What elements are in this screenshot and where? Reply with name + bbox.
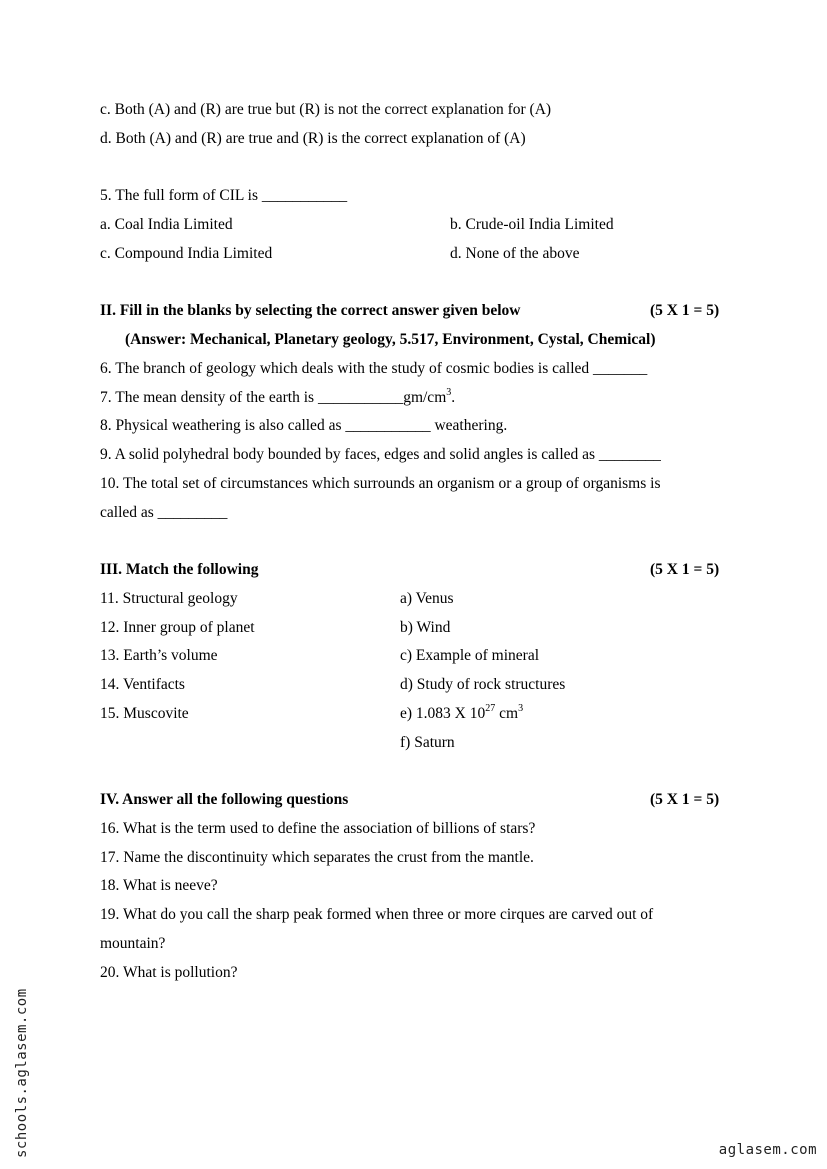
question-10-line1: 10. The total set of circumstances which surrounds an organism or a group of organisms is bbox=[100, 475, 661, 492]
question-5: 5. The full form of CIL is ___________ bbox=[100, 187, 348, 204]
section-4-marks: (5 X 1 = 5) bbox=[650, 791, 720, 808]
question-19-line1: 19. What do you call the sharp peak formed when three or more cirques are carved out of bbox=[100, 906, 654, 923]
match-left-item: 13. Earth’s volume bbox=[100, 647, 218, 664]
q5-option-c: c. Compound India Limited bbox=[100, 245, 273, 262]
q5-option-d: d. None of the above bbox=[450, 245, 580, 262]
section-3-marks: (5 X 1 = 5) bbox=[650, 561, 720, 578]
match-right-item: c) Example of mineral bbox=[400, 647, 540, 664]
match-left-item: 12. Inner group of planet bbox=[100, 619, 255, 636]
option-c: c. Both (A) and (R) are true but (R) is not the correct explanation for (A) bbox=[100, 101, 552, 118]
match-left-item: 15. Muscovite bbox=[100, 705, 189, 722]
section-4-heading: IV. Answer all the following questions bbox=[100, 791, 349, 808]
section-2-marks: (5 X 1 = 5) bbox=[650, 302, 720, 319]
question-17: 17. Name the discontinuity which separates the crust from the mantle. bbox=[100, 849, 534, 866]
option-d: d. Both (A) and (R) are true and (R) is the correct explanation of (A) bbox=[100, 130, 526, 147]
section-2-answer-key: (Answer: Mechanical, Planetary geology, 5.517, Environment, Cystal, Chemical) bbox=[125, 331, 656, 348]
question-6: 6. The branch of geology which deals with the study of cosmic bodies is called _______ bbox=[100, 360, 648, 377]
match-right-item: a) Venus bbox=[400, 590, 454, 607]
q5-option-b: b. Crude-oil India Limited bbox=[450, 216, 614, 233]
match-left-item: 14. Ventifacts bbox=[100, 676, 185, 693]
question-19-line2: mountain? bbox=[100, 935, 166, 952]
footer-watermark: aglasem.com bbox=[718, 1142, 817, 1158]
match-right-item: e) 1.083 X $10^{27}$ $cm^3$ bbox=[400, 702, 524, 722]
match-left-item: 11. Structural geology bbox=[100, 590, 238, 607]
section-3-heading: III. Match the following bbox=[100, 561, 259, 578]
question-16: 16. What is the term used to define the association of billions of stars? bbox=[100, 820, 536, 837]
question-9: 9. A solid polyhedral body bounded by faces, edges and solid angles is called as ________ bbox=[100, 446, 661, 463]
question-10-line2: called as _________ bbox=[100, 504, 228, 521]
question-7: 7. The mean density of the earth is $\_\_\_\_\_\_\_\_\_\_\_gm/cm^3$. bbox=[100, 386, 456, 406]
section-2-heading: II. Fill in the blanks by selecting the correct answer given below bbox=[100, 302, 521, 319]
side-watermark: schools.aglasem.com bbox=[14, 988, 30, 1158]
match-right-item: d) Study of rock structures bbox=[400, 676, 566, 693]
q5-option-a: a. Coal India Limited bbox=[100, 216, 233, 233]
question-8: 8. Physical weathering is also called as ___________ weathering. bbox=[100, 417, 508, 434]
question-20: 20. What is pollution? bbox=[100, 964, 238, 981]
match-right-item: b) Wind bbox=[400, 619, 451, 636]
question-18: 18. What is neeve? bbox=[100, 877, 218, 894]
match-right-item: f) Saturn bbox=[400, 734, 455, 751]
